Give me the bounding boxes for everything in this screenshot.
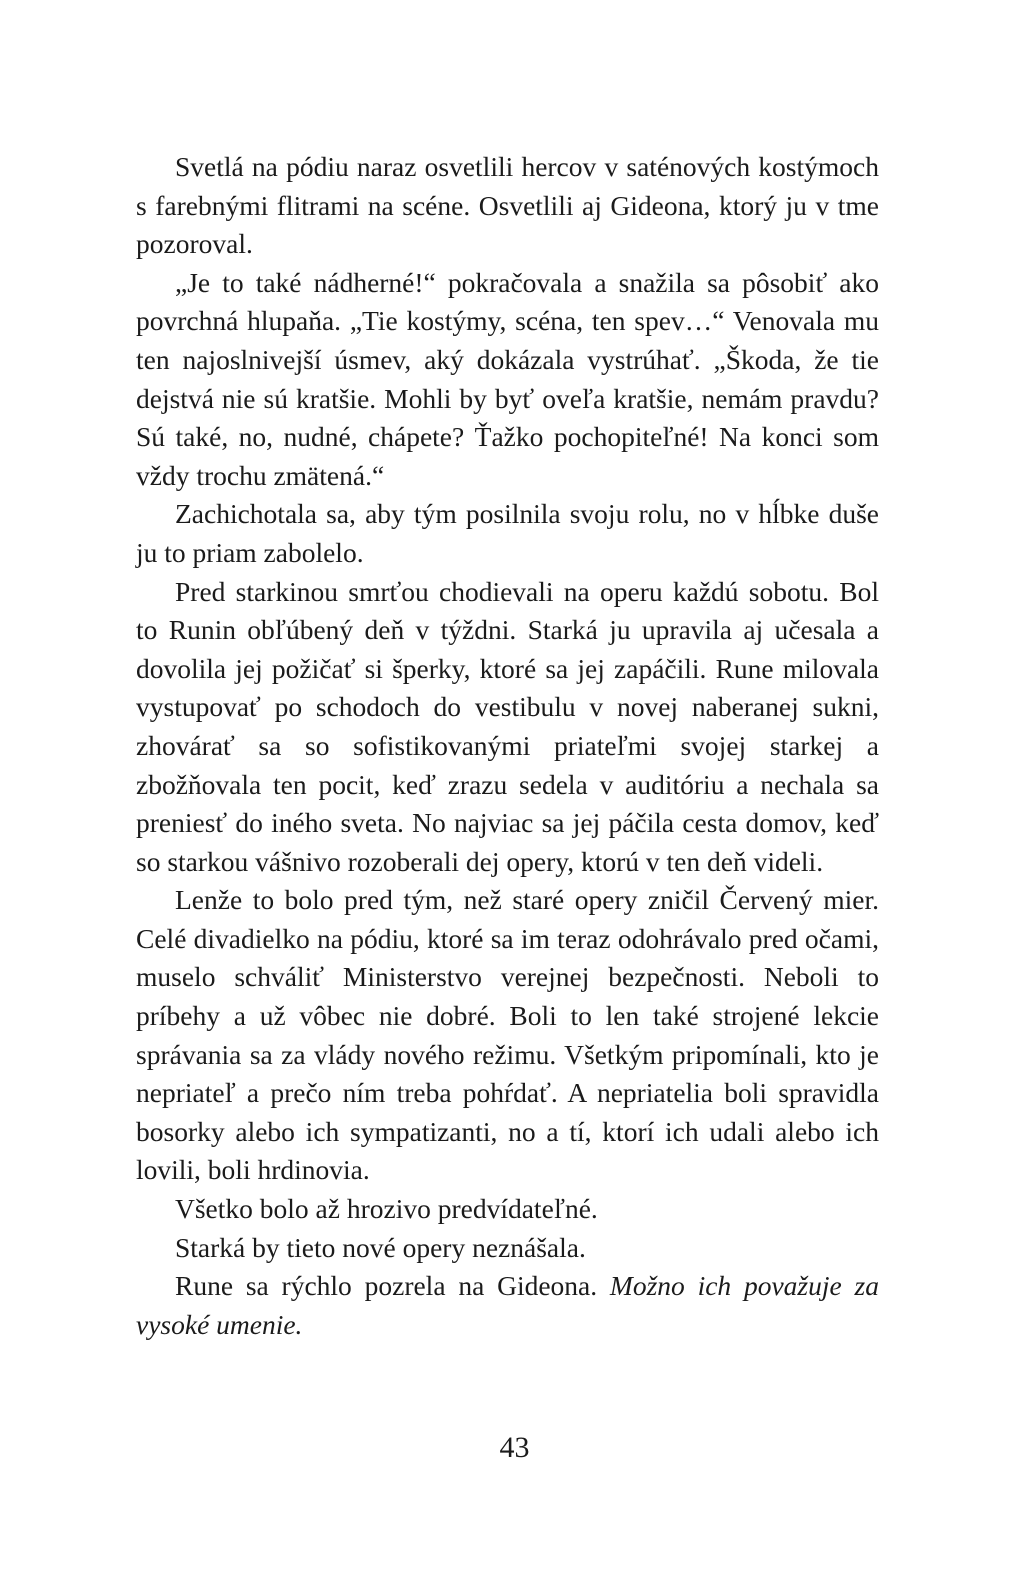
paragraph-8-plain: Rune sa rýchlo pozrela na Gideona.: [175, 1270, 610, 1302]
paragraph-8: [136, 1267, 879, 1344]
paragraph-5: Lenže to bolo pred tým, než staré opery zničil Červený mier. Celé divadielko na pódiu, ktoré sa im teraz odohrávalo pred očami, muselo schváliť Ministerstvo verejnej bezpečnosti. Neboli to príbehy a už vôbec nie dobré. Boli to len také strojené lekcie správania sa za vlády nového režimu. Všetkým pripomínali, kto je nepriateľ a prečo ním treba pohŕdať. A nepriatelia boli spravidla bosorky alebo ich sympatizanti, no a tí, ktorí ich udali alebo ich lovili, boli hrdinovia.: [136, 884, 879, 1186]
paragraph-7: Starká by tieto nové opery neznášala.: [175, 1231, 586, 1263]
paragraph-1: Svetlá na pódiu naraz osvetlili hercov v saténových kostýmoch s farebnými flitrami na scéne. Osvetlili aj Gideona, ktorý ju v tme pozoroval.: [136, 151, 879, 260]
paragraph-8-italic: Možno ich považuje za vysoké umenie.: [136, 1270, 879, 1340]
paragraph-4: Pred starkinou smrťou chodievali na operu každú sobotu. Bol to Runin obľúbený deň v týždni. Starká ju upravila aj učesala a dovolila jej požičať si šperky, ktoré sa jej zapáčili. Rune milovala vystupovať po schodoch do vestibulu v novej naberanej sukni, zhovárať sa so sofistikovanými priateľmi svojej starkej a zbožňovala ten pocit, keď zrazu sedela v auditóriu a nechala sa preniesť do iného sveta. No najviac sa jej páčila cesta domov, keď so starkou vášnivo rozoberali dej opery, ktorú v ten deň videli.: [136, 575, 879, 877]
body-text: [136, 148, 879, 1344]
page-number: 43: [499, 1431, 530, 1464]
paragraph-2: „Je to také nádherné!“ pokračovala a snažila sa pôsobiť ako povrchná hlupaňa. „Tie kostýmy, scéna, ten spev…“ Venovala mu ten najoslnivejší úsmev, aký dokázala vystrúhať. „Škoda, že tie dejstvá nie sú kratšie. Mohli by byť oveľa kratšie, nemám pravdu? Sú také, no, nudné, chápete? Ťažko pochopiteľné! Na konci som vždy trochu zmätená.“: [136, 266, 879, 491]
paragraph-3: Zachichotala sa, aby tým posilnila svoju rolu, no v hĺbke duše ju to priam zabolelo.: [136, 498, 879, 568]
paragraph-6: Všetko bolo až hrozivo predvídateľné.: [175, 1193, 598, 1225]
